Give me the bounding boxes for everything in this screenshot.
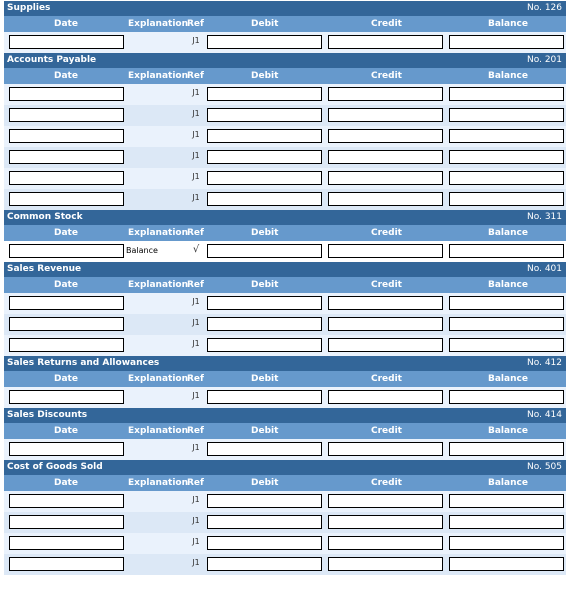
debit-input[interactable]: [207, 515, 322, 529]
column-header-balance: Balance: [488, 478, 528, 488]
credit-input[interactable]: [328, 536, 443, 550]
date-input[interactable]: [9, 390, 124, 404]
column-header-ref: Ref: [187, 71, 204, 81]
credit-input[interactable]: [328, 35, 443, 49]
ledger-row: [4, 147, 566, 168]
ledger-row: [4, 491, 566, 512]
ref-value: J1: [192, 391, 200, 400]
account-number: No. 412: [527, 358, 562, 368]
account-number: No. 311: [527, 212, 562, 222]
date-input[interactable]: [9, 129, 124, 143]
credit-input[interactable]: [328, 494, 443, 508]
column-header-date: Date: [54, 478, 78, 488]
column-header-credit: Credit: [371, 71, 402, 81]
ledger-row: [4, 314, 566, 335]
ref-value: J1: [192, 88, 200, 97]
account-number: No. 126: [527, 3, 562, 13]
column-header-balance: Balance: [488, 71, 528, 81]
column-header-date: Date: [54, 71, 78, 81]
balance-input[interactable]: [449, 442, 564, 456]
date-input[interactable]: [9, 515, 124, 529]
ledger-row: [4, 84, 566, 105]
ref-value: J1: [192, 516, 200, 525]
account-title-cost-of-goods-sold: [4, 460, 566, 475]
column-header-ref: Ref: [187, 478, 204, 488]
credit-input[interactable]: [328, 192, 443, 206]
balance-input[interactable]: [449, 296, 564, 310]
ledger-row: [4, 32, 566, 53]
column-header-explanation: Explanation: [128, 426, 189, 436]
date-input[interactable]: [9, 108, 124, 122]
column-header-debit: Debit: [251, 228, 279, 238]
debit-input[interactable]: [207, 338, 322, 352]
account-title-accounts-payable: [4, 53, 566, 68]
debit-input[interactable]: [207, 557, 322, 571]
date-input[interactable]: [9, 150, 124, 164]
account-title-common-stock: [4, 210, 566, 225]
debit-input[interactable]: [207, 87, 322, 101]
balance-input[interactable]: [449, 515, 564, 529]
balance-input[interactable]: [449, 108, 564, 122]
ref-value: J1: [192, 172, 200, 181]
ledger-row: [4, 439, 566, 460]
column-header-credit: Credit: [371, 426, 402, 436]
account-name: Supplies: [7, 3, 51, 13]
credit-input[interactable]: [328, 390, 443, 404]
balance-input[interactable]: [449, 338, 564, 352]
credit-input[interactable]: [328, 171, 443, 185]
debit-input[interactable]: [207, 494, 322, 508]
column-header-date: Date: [54, 19, 78, 29]
credit-input[interactable]: [328, 129, 443, 143]
column-header-credit: Credit: [371, 19, 402, 29]
balance-input[interactable]: [449, 192, 564, 206]
credit-input[interactable]: [328, 150, 443, 164]
account-name: Common Stock: [7, 212, 83, 222]
ledger-row: [4, 241, 566, 262]
date-input[interactable]: [9, 87, 124, 101]
credit-input[interactable]: [328, 87, 443, 101]
column-header-explanation: Explanation: [128, 478, 189, 488]
column-header-balance: Balance: [488, 19, 528, 29]
ledger-row: [4, 512, 566, 533]
balance-input[interactable]: [449, 87, 564, 101]
column-header-ref: Ref: [187, 426, 204, 436]
ledger-row: [4, 189, 566, 210]
credit-input[interactable]: [328, 442, 443, 456]
account-title-sales-revenue: [4, 262, 566, 277]
debit-input[interactable]: [207, 317, 322, 331]
column-header-ref: Ref: [187, 280, 204, 290]
column-header-row: [4, 16, 566, 32]
explanation-value: Balance: [126, 246, 158, 255]
column-header-credit: Credit: [371, 374, 402, 384]
column-header-row: [4, 423, 566, 439]
column-header-date: Date: [54, 374, 78, 384]
column-header-ref: Ref: [187, 374, 204, 384]
column-header-row: [4, 475, 566, 491]
column-header-balance: Balance: [488, 426, 528, 436]
date-input[interactable]: [9, 442, 124, 456]
column-header-credit: Credit: [371, 478, 402, 488]
ref-value: J1: [192, 36, 200, 45]
ref-value: √: [192, 244, 200, 255]
column-header-explanation: Explanation: [128, 71, 189, 81]
balance-input[interactable]: [449, 244, 564, 258]
date-input[interactable]: [9, 171, 124, 185]
debit-input[interactable]: [207, 129, 322, 143]
account-title-sales-discounts: [4, 408, 566, 423]
column-header-debit: Debit: [251, 280, 279, 290]
date-input[interactable]: [9, 494, 124, 508]
debit-input[interactable]: [207, 296, 322, 310]
account-title-sales-returns-and-allowances: [4, 356, 566, 371]
column-header-explanation: Explanation: [128, 228, 189, 238]
account-name: Accounts Payable: [7, 55, 97, 65]
date-input[interactable]: [9, 192, 124, 206]
credit-input[interactable]: [328, 296, 443, 310]
column-header-row: [4, 68, 566, 84]
ref-value: J1: [192, 318, 200, 327]
debit-input[interactable]: [207, 35, 322, 49]
ledger-row: [4, 533, 566, 554]
balance-input[interactable]: [449, 494, 564, 508]
debit-input[interactable]: [207, 536, 322, 550]
ledger-row: [4, 387, 566, 408]
debit-input[interactable]: [207, 390, 322, 404]
balance-input[interactable]: [449, 557, 564, 571]
ref-value: J1: [192, 339, 200, 348]
ref-value: J1: [192, 130, 200, 139]
ledger-row: [4, 554, 566, 575]
date-input[interactable]: [9, 317, 124, 331]
date-input[interactable]: [9, 338, 124, 352]
ref-value: J1: [192, 558, 200, 567]
date-input[interactable]: [9, 536, 124, 550]
column-header-row: [4, 277, 566, 293]
ledger-row: [4, 105, 566, 126]
account-number: No. 201: [527, 55, 562, 65]
column-header-debit: Debit: [251, 71, 279, 81]
ref-value: J1: [192, 151, 200, 160]
credit-input[interactable]: [328, 108, 443, 122]
column-header-debit: Debit: [251, 374, 279, 384]
column-header-credit: Credit: [371, 228, 402, 238]
ref-value: J1: [192, 109, 200, 118]
account-number: No. 401: [527, 264, 562, 274]
balance-input[interactable]: [449, 536, 564, 550]
date-input[interactable]: [9, 35, 124, 49]
ref-value: J1: [192, 495, 200, 504]
ref-value: J1: [192, 537, 200, 546]
date-input[interactable]: [9, 557, 124, 571]
column-header-explanation: Explanation: [128, 280, 189, 290]
account-name: Sales Returns and Allowances: [7, 358, 160, 368]
date-input[interactable]: [9, 296, 124, 310]
column-header-balance: Balance: [488, 228, 528, 238]
column-header-explanation: Explanation: [128, 19, 189, 29]
ledger-row: [4, 335, 566, 356]
column-header-debit: Debit: [251, 426, 279, 436]
column-header-ref: Ref: [187, 19, 204, 29]
column-header-credit: Credit: [371, 280, 402, 290]
column-header-date: Date: [54, 280, 78, 290]
account-name: Sales Revenue: [7, 264, 82, 274]
debit-input[interactable]: [207, 192, 322, 206]
column-header-date: Date: [54, 426, 78, 436]
account-name: Sales Discounts: [7, 410, 88, 420]
ref-value: J1: [192, 193, 200, 202]
credit-input[interactable]: [328, 317, 443, 331]
column-header-debit: Debit: [251, 19, 279, 29]
credit-input[interactable]: [328, 244, 443, 258]
credit-input[interactable]: [328, 515, 443, 529]
column-header-debit: Debit: [251, 478, 279, 488]
account-name: Cost of Goods Sold: [7, 462, 103, 472]
column-header-ref: Ref: [187, 228, 204, 238]
ref-value: J1: [192, 297, 200, 306]
ledger-row: [4, 293, 566, 314]
balance-input[interactable]: [449, 150, 564, 164]
ledger-row: [4, 126, 566, 147]
debit-input[interactable]: [207, 108, 322, 122]
debit-input[interactable]: [207, 442, 322, 456]
balance-input[interactable]: [449, 171, 564, 185]
debit-input[interactable]: [207, 244, 322, 258]
balance-input[interactable]: [449, 129, 564, 143]
account-number: No. 414: [527, 410, 562, 420]
balance-input[interactable]: [449, 317, 564, 331]
column-header-row: [4, 225, 566, 241]
column-header-balance: Balance: [488, 374, 528, 384]
column-header-balance: Balance: [488, 280, 528, 290]
debit-input[interactable]: [207, 150, 322, 164]
ledger-row: [4, 168, 566, 189]
credit-input[interactable]: [328, 338, 443, 352]
debit-input[interactable]: [207, 171, 322, 185]
column-header-explanation: Explanation: [128, 374, 189, 384]
account-title-supplies: [4, 1, 566, 16]
ref-value: J1: [192, 443, 200, 452]
column-header-row: [4, 371, 566, 387]
column-header-date: Date: [54, 228, 78, 238]
balance-input[interactable]: [449, 35, 564, 49]
date-input[interactable]: [9, 244, 124, 258]
balance-input[interactable]: [449, 390, 564, 404]
credit-input[interactable]: [328, 557, 443, 571]
account-number: No. 505: [527, 462, 562, 472]
